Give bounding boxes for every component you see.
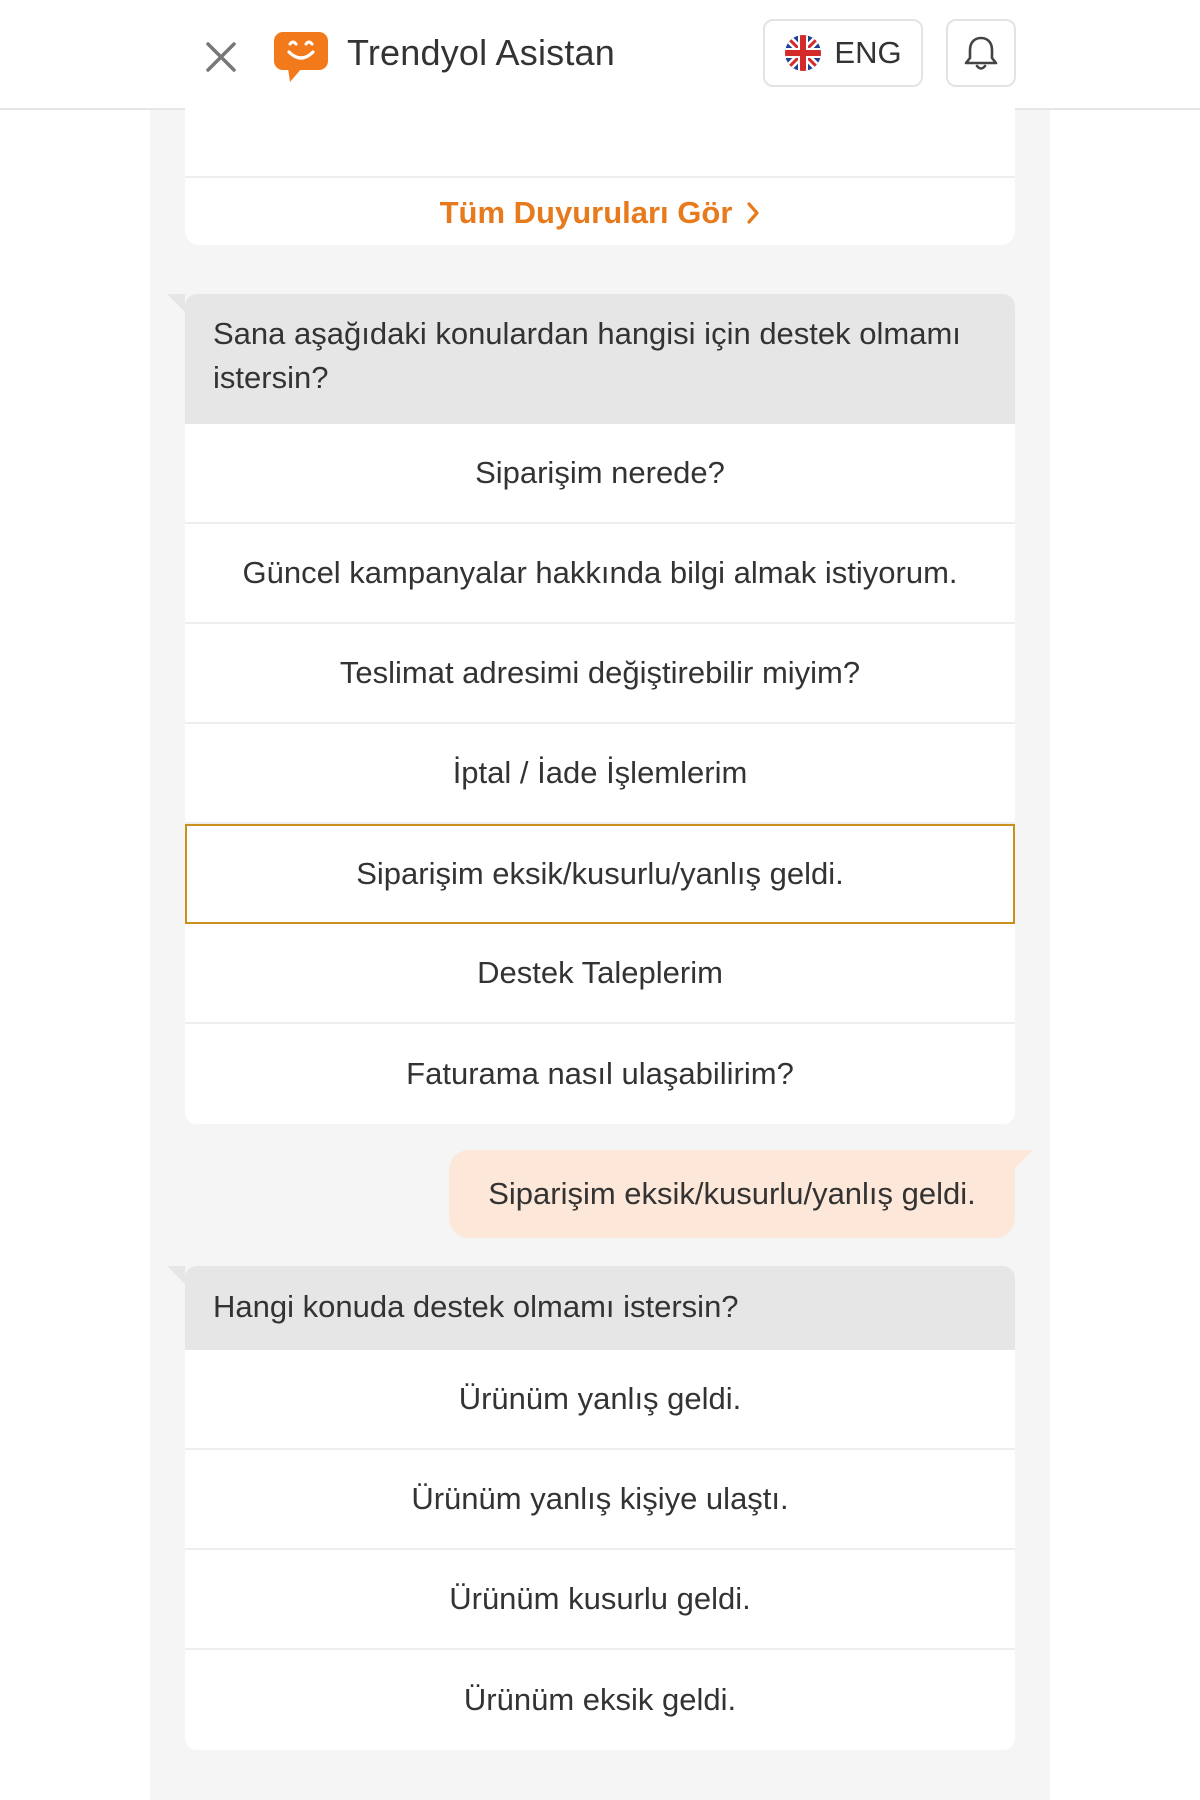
chevron-right-icon — [746, 201, 760, 225]
option-invoice[interactable]: Faturama nasıl ulaşabilirim? — [185, 1024, 1015, 1124]
app-title: Trendyol Asistan — [347, 32, 615, 73]
option-wrong-recipient[interactable]: Ürünüm yanlış kişiye ulaştı. — [185, 1450, 1015, 1550]
notifications-button[interactable] — [946, 19, 1016, 87]
bell-icon — [963, 34, 999, 72]
option-missing-product[interactable]: Ürünüm eksik geldi. — [185, 1650, 1015, 1750]
see-all-announcements-label: Tüm Duyuruları Gör — [439, 194, 733, 230]
bot-bubble-tail — [167, 1266, 185, 1284]
chat-area[interactable] — [150, 110, 1050, 1800]
see-all-announcements-link[interactable] — [185, 178, 1015, 243]
language-button[interactable] — [763, 19, 923, 87]
option-campaigns[interactable]: Güncel kampanyalar hakkında bilgi almak istiyorum. — [185, 524, 1015, 624]
bot-bubble-tail — [167, 294, 185, 312]
option-support-requests[interactable]: Destek Taleplerim — [185, 924, 1015, 1024]
user-message-text: Siparişim eksik/kusurlu/yanlış geldi. — [488, 1176, 976, 1211]
option-defective-product[interactable]: Ürünüm kusurlu geldi. — [185, 1550, 1015, 1650]
option-wrong-product[interactable]: Ürünüm yanlış geldi. — [185, 1350, 1015, 1450]
user-message — [449, 1150, 1015, 1238]
language-label: ENG — [834, 35, 902, 70]
bot-message-topics — [185, 294, 1015, 1124]
close-button[interactable] — [196, 32, 246, 82]
option-missing-defective-wrong[interactable]: Siparişim eksik/kusurlu/yanlış geldi. — [185, 824, 1015, 924]
announcement-placeholder — [185, 90, 1015, 178]
close-icon — [204, 40, 238, 74]
user-bubble-tail — [1015, 1150, 1033, 1168]
option-change-address[interactable]: Teslimat adresimi değiştirebilir miyim? — [185, 624, 1015, 724]
uk-flag-icon — [784, 34, 822, 72]
option-order-location[interactable]: Siparişim nerede? — [185, 424, 1015, 524]
bot-message-subtopics — [185, 1266, 1015, 1750]
bot-question: Hangi konuda destek olmamı istersin? — [185, 1266, 1015, 1350]
announcements-card — [185, 90, 1015, 245]
bot-question: Sana aşağıdaki konulardan hangisi için destek olmamı istersin? — [185, 294, 1015, 424]
option-cancel-return[interactable]: İptal / İade İşlemlerim — [185, 724, 1015, 824]
chat-smile-logo-icon — [272, 30, 330, 84]
